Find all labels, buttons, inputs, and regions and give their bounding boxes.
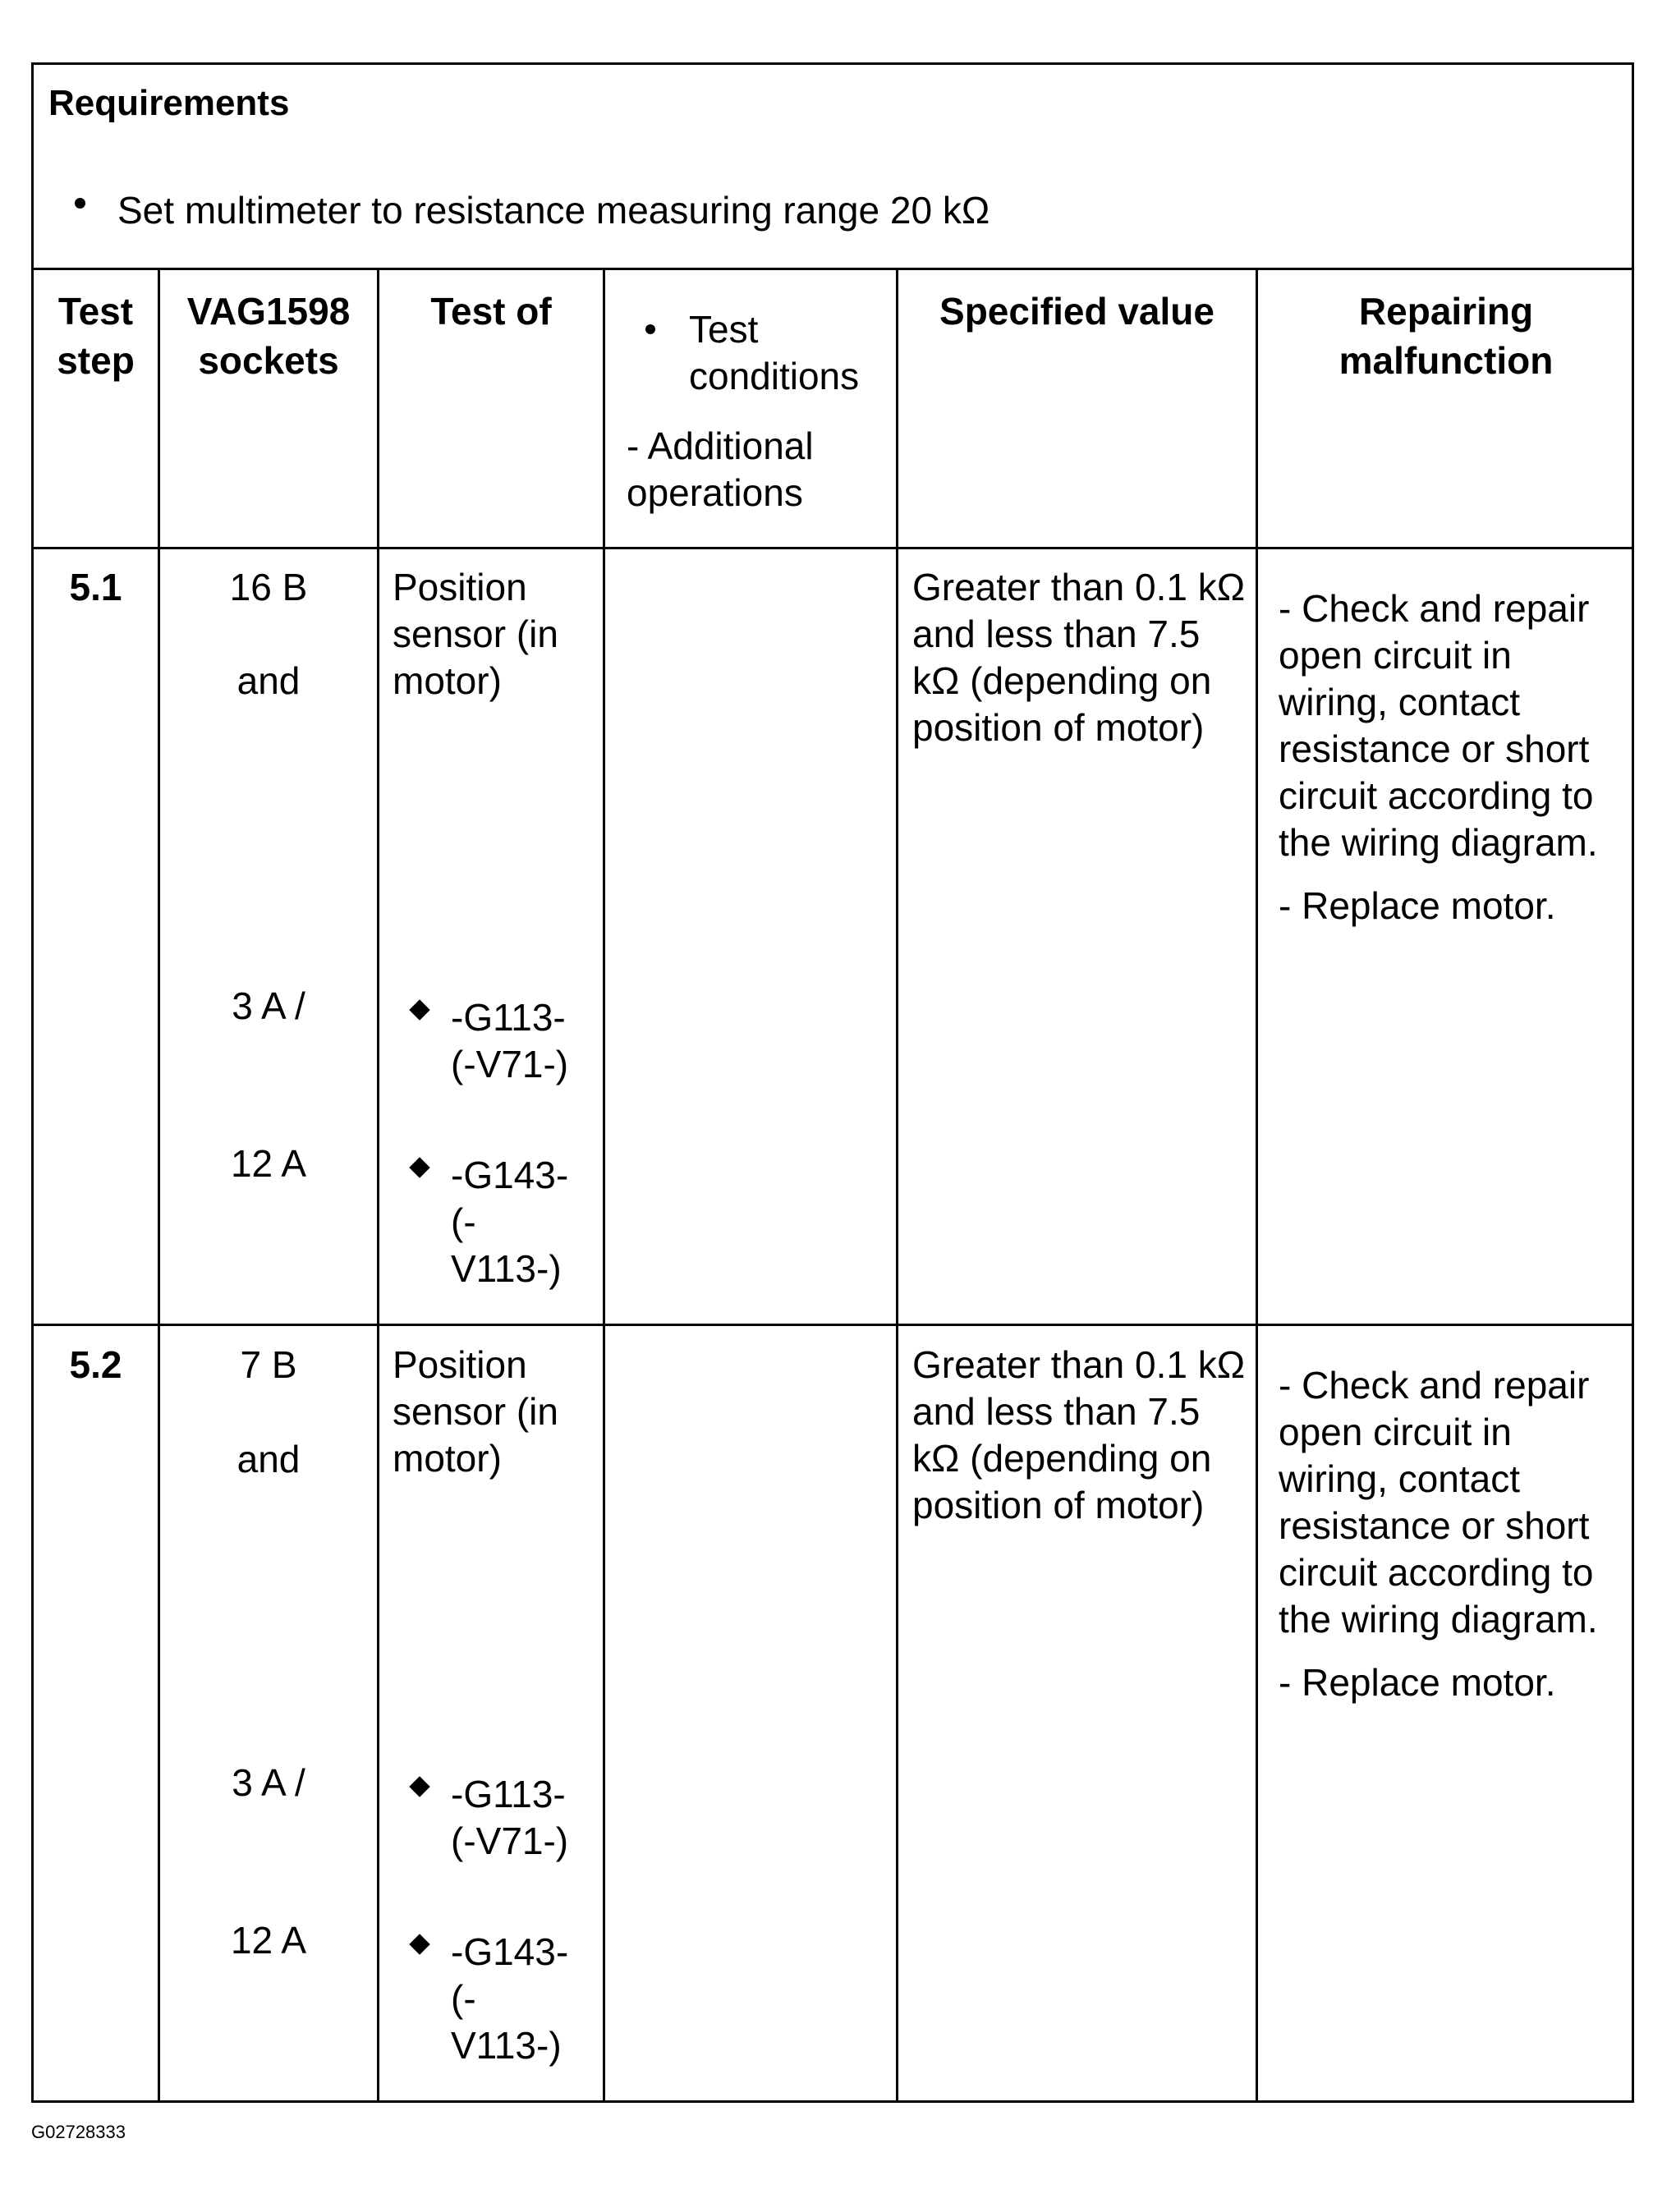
component-item: -G143- (- V113-): [451, 1154, 569, 1290]
column-divider: [1256, 270, 1258, 2100]
specified-value: Greater than 0.1 kΩ and less than 7.5 kΩ (depending on position of motor): [912, 566, 1246, 749]
socket-value: 3 A /: [232, 1761, 305, 1804]
column-divider: [603, 270, 605, 2100]
header-test-conditions: Test conditions: [689, 308, 860, 397]
socket-value: 3 A /: [232, 984, 305, 1027]
step-number: 5.1: [69, 566, 122, 608]
requirements-section: [34, 65, 1632, 270]
repair-step: - Check and repair open circuit in wiring, contact resistance or short circuit according to the wiring diagram.: [1279, 587, 1598, 864]
component-item: -G113- (-V71-): [451, 996, 569, 1085]
diamond-bullet-icon: [409, 1157, 429, 1177]
bullet-icon: [75, 198, 85, 209]
column-divider: [377, 270, 379, 2100]
socket-value: 16 B: [229, 566, 308, 608]
bullet-icon: [645, 324, 655, 334]
component-item: -G143- (- V113-): [451, 1930, 569, 2067]
test-table-frame: [31, 62, 1634, 2103]
socket-connector: and: [236, 1438, 301, 1480]
step-number: 5.2: [69, 1343, 122, 1386]
diamond-bullet-icon: [409, 1934, 429, 1954]
requirements-title: Requirements: [48, 83, 290, 123]
row-divider: [34, 1324, 1632, 1326]
test-of-text: Position sensor (in motor): [393, 1343, 558, 1480]
requirements-bullet: Set multimeter to resistance measuring range 20 kΩ: [117, 189, 990, 232]
header-test-step: Test step: [57, 290, 135, 382]
header-test-of: Test of: [430, 290, 552, 333]
diamond-bullet-icon: [409, 999, 429, 1020]
component-item: -G113- (-V71-): [451, 1773, 569, 1862]
socket-value: 12 A: [230, 1919, 307, 1962]
header-specified-value: Specified value: [939, 290, 1215, 333]
specified-value: Greater than 0.1 kΩ and less than 7.5 kΩ (depending on position of motor): [912, 1343, 1246, 1526]
repair-step: - Check and repair open circuit in wiring, contact resistance or short circuit according to the wiring diagram.: [1279, 1364, 1598, 1641]
header-repairing-malfunction: Repairing malfunction: [1339, 290, 1554, 382]
diamond-bullet-icon: [409, 1776, 429, 1797]
figure-code: G02728333: [31, 2122, 126, 2142]
header-sockets: VAG1598 sockets: [186, 290, 351, 382]
test-of-text: Position sensor (in motor): [393, 566, 558, 702]
repair-step: - Replace motor.: [1279, 1661, 1556, 1704]
header-additional-operations: - Additional operations: [627, 425, 814, 514]
socket-connector: and: [236, 659, 301, 702]
row-divider: [34, 547, 1632, 549]
repair-step: - Replace motor.: [1279, 884, 1556, 927]
socket-value: 7 B: [240, 1343, 297, 1386]
socket-value: 12 A: [230, 1142, 307, 1185]
column-divider: [896, 270, 898, 2100]
